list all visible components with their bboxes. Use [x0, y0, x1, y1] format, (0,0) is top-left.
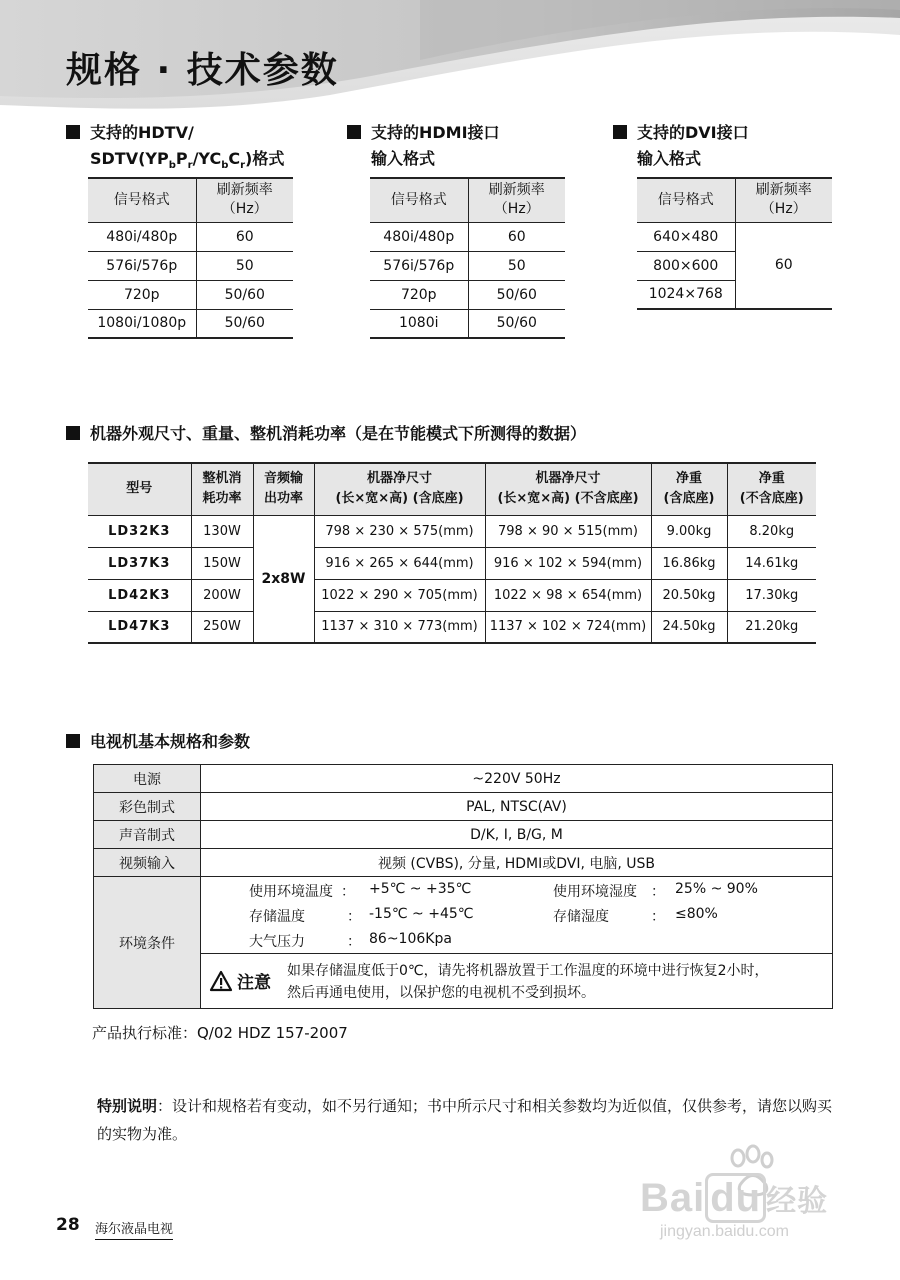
bullet-square-icon	[66, 734, 80, 748]
caution-note	[201, 953, 832, 1007]
page-number: 28	[56, 1215, 80, 1235]
env-row: 环境条件 使用环境温度 ： +5℃ ~ +35℃ 使用环境湿度 ： 25% ~ 90% 存储温度 ： -15℃ ~ +45℃ 存储湿度 ： ≤80% 大气压力 ： 86~106Kpa 注意 如果存储温度低于0℃，请先将机器放置于工作温度的环境中进行恢复2小时， 然后再通电使用，以保护您的电视机不受到损坏。	[94, 877, 833, 1009]
dvi-heading: 支持的DVI接口 输入格式	[613, 120, 749, 172]
col-signal-format: 信号格式	[370, 178, 468, 222]
table-header-row	[370, 178, 565, 222]
dimensions-table	[88, 462, 816, 644]
dimensions-heading: 机器外观尺寸、重量、整机消耗功率（是在节能模式下所测得的数据）	[66, 421, 586, 447]
table-header-row: 型号 整机消 耗功率 音频输 出功率 机器净尺寸 (长×宽×高) (含底座) 机器净尺寸 (长×宽×高) (不含底座) 净重 (含底座) 净重 (不含底座)	[88, 463, 816, 515]
dvi-format-table	[637, 177, 832, 310]
table-row: 720p 50/60	[370, 280, 565, 309]
hdtv-heading	[66, 120, 284, 179]
table-row: LD42K3 200W 1022 × 290 × 705(mm) 1022 × 98 × 654(mm) 20.50kg 17.30kg	[88, 579, 816, 611]
specs-heading: 电视机基本规格和参数	[66, 729, 250, 755]
hdtv-format-table	[88, 177, 293, 339]
footer-brand: 海尔液晶电视	[95, 1218, 173, 1240]
table-row: 800×600	[637, 251, 832, 280]
product-standard: 产品执行标准：Q/02 HDZ 157-2007	[92, 1024, 348, 1042]
env-conditions-cell: 使用环境温度 ： +5℃ ~ +35℃ 使用环境湿度 ： 25% ~ 90% 存储温度 ： -15℃ ~ +45℃ 存储湿度 ： ≤80% 大气压力 ： 86~106Kpa 注意 如果存储温度低于0℃，请先将机器放置于工作温度的环境中进行恢复2小时， 然后再通电使用，以保护您的电视机不受到损坏。	[201, 877, 833, 1009]
warning-icon	[209, 970, 233, 992]
table-row: 电源 ~220V 50Hz	[94, 765, 833, 793]
table-header-row	[88, 178, 293, 222]
table-row: 视频输入 视频 (CVBS), 分量, HDMI或DVI, 电脑, USB	[94, 849, 833, 877]
col-signal-format: 信号格式	[88, 178, 196, 222]
note-text: 如果存储温度低于0℃，请先将机器放置于工作温度的环境中进行恢复2小时， 然后再通电使用，以保护您的电视机不受到损坏。	[287, 963, 769, 1001]
bullet-square-icon	[66, 426, 80, 440]
table-row: 576i/576p 50	[370, 251, 565, 280]
specs-table	[93, 764, 833, 1009]
hdtv-heading-line2: $SDTV(YP_bP_r/YC_bC_r)$格式	[90, 149, 285, 172]
bullet-square-icon	[613, 125, 627, 139]
header-band	[0, 0, 900, 115]
table-row: 1024×768	[637, 280, 832, 309]
col-signal-format: 信号格式	[637, 178, 735, 222]
table-row: 1080i/1080p 50/60	[88, 309, 293, 338]
audio-output-cell: 2x8W	[253, 515, 314, 643]
col-refresh-rate: 刷新频率 （Hz）	[196, 178, 293, 222]
special-note: 特别说明：设计和规格若有变动，如不另行通知；书中所示尺寸和相关参数均为近似值，仅供参考，请您以购买的实物为准。	[97, 1097, 833, 1143]
col-refresh-rate: 刷新频率 （Hz）	[735, 178, 832, 222]
table-row: 彩色制式 PAL, NTSC(AV)	[94, 793, 833, 821]
table-row: LD47K3 250W 1137 × 310 × 773(mm) 1137 × 102 × 724(mm) 24.50kg 21.20kg	[88, 611, 816, 643]
page-title: 规格 · 技术参数	[66, 50, 339, 91]
table-header-row	[637, 178, 832, 222]
table-row: LD32K3 130W 2x8W 798 × 230 × 575(mm) 798 × 90 × 515(mm) 9.00kg 8.20kg	[88, 515, 816, 547]
hdmi-heading: 支持的HDMI接口 输入格式	[347, 120, 500, 172]
table-row: LD37K3 150W 916 × 265 × 644(mm) 916 × 102 × 594(mm) 16.86kg 14.61kg	[88, 547, 816, 579]
table-row: 声音制式 D/K, I, B/G, M	[94, 821, 833, 849]
bullet-square-icon	[66, 125, 80, 139]
col-refresh-rate: 刷新频率 （Hz）	[468, 178, 565, 222]
bullet-square-icon	[347, 125, 361, 139]
table-row: 640×480 60	[637, 222, 832, 251]
note-label: 注意	[237, 973, 271, 993]
table-row: 1080i 50/60	[370, 309, 565, 338]
baidu-watermark: Bai du 经验 jingyan.baidu.com	[640, 1140, 850, 1250]
table-row: 720p 50/60	[88, 280, 293, 309]
table-row: 480i/480p 60	[370, 222, 565, 251]
table-row: 576i/576p 50	[88, 251, 293, 280]
hdtv-heading-line1: 支持的HDTV/	[90, 123, 194, 142]
hdmi-format-table	[370, 177, 565, 339]
table-row: 480i/480p 60	[88, 222, 293, 251]
